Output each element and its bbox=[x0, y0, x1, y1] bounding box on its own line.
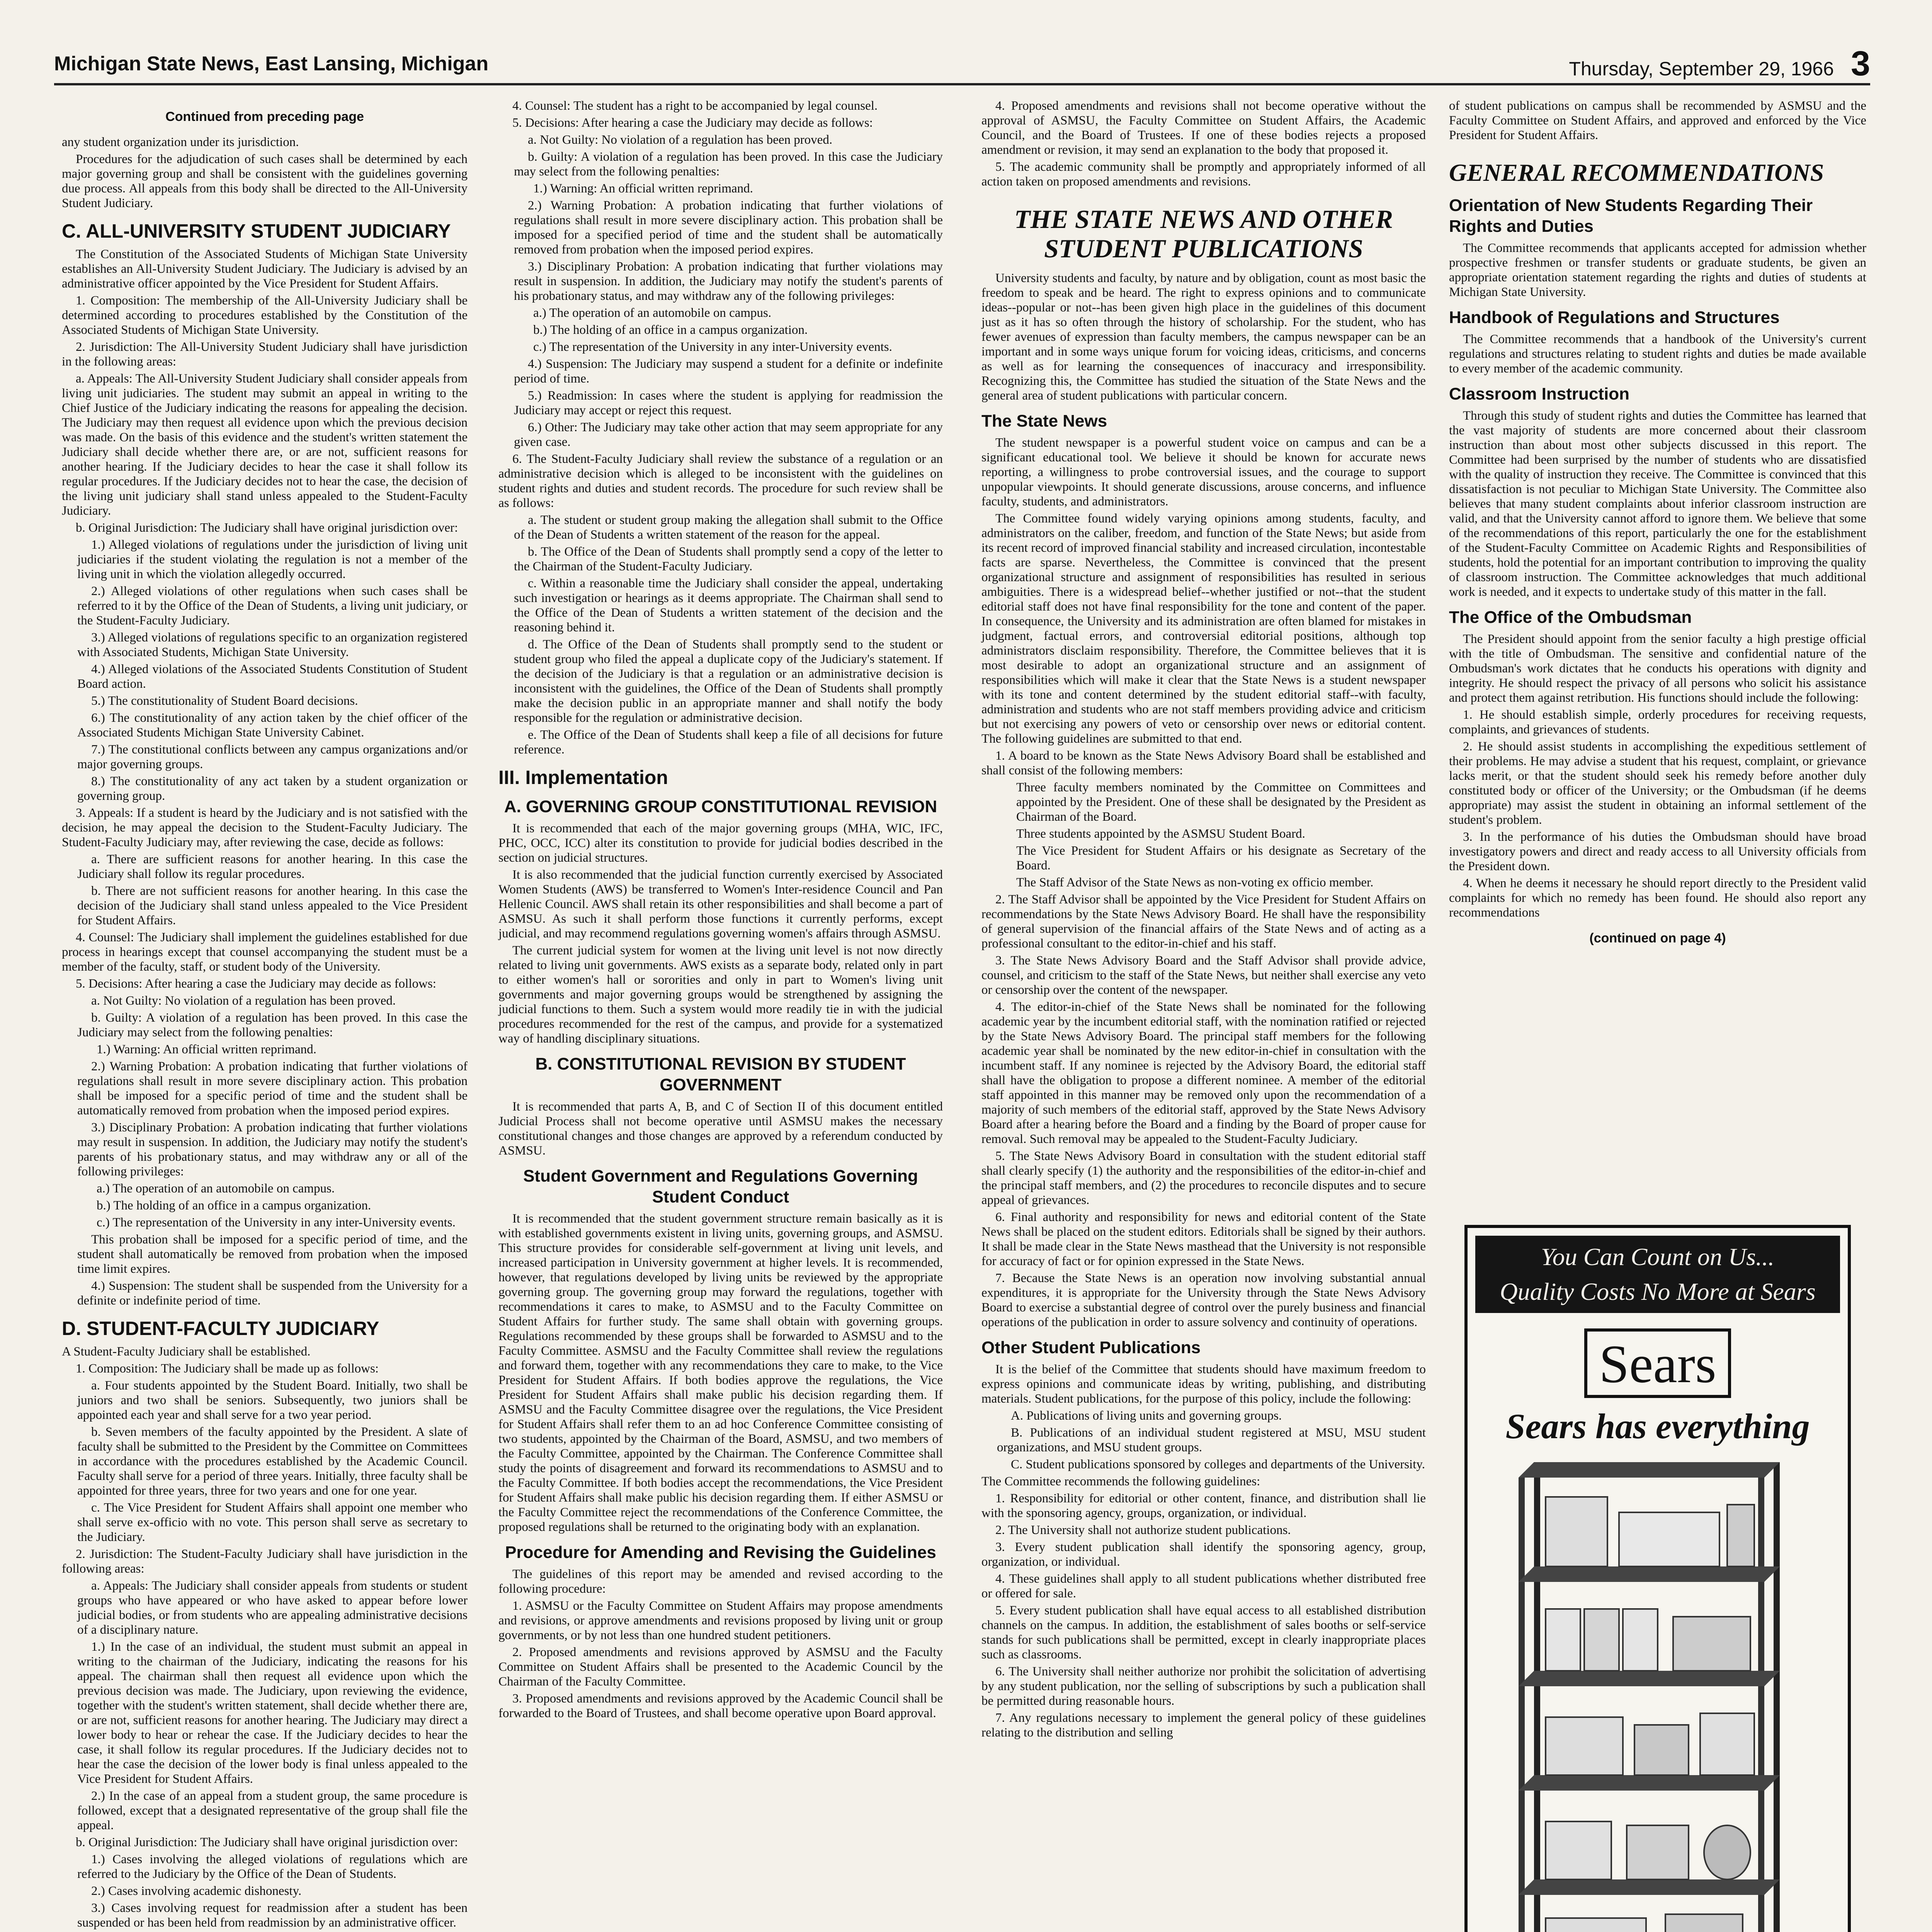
paragraph: University students and faculty, by nature and by obligation, count as most basic the freedom to speak and be heard. The right to express opinions and to communicate ideas--popular or not--has been given high place in the guidelines of this document just as it has so often through the history of scholarship. For the student, who has fewer avenues of expression than faculty members, the campus newspaper can be an important and in some ways unique forum for voicing ideas, criticisms, and concerns as well as for learning the consequences of inaccuracy and irresponsibility. Recognizing this, the Committee has studied the situation of the State News and the general area of student publications with particular concern. bbox=[981, 271, 1426, 403]
paragraph: 2. He should assist students in accomplishing the expeditious settlement of their problems. He may advise a student that his request, complaint, or grievance lacks merit, or that the student should seek his remedy before another duly constituted body or officer of the University; or the Ombudsman (if he deems appropriate) may assist the student in obtaining an informal settlement of the student's problem. bbox=[1449, 740, 1866, 827]
paragraph: b. Original Jurisdiction: The Judiciary shall have original jurisdiction over: bbox=[76, 521, 458, 535]
heading-the-state-news: The State News bbox=[981, 412, 1107, 430]
paragraph: The guidelines of this report may be amended and revised according to the following procedure: bbox=[498, 1567, 943, 1596]
paragraph: Three faculty members nominated by the Committee on Committees and appointed by the President. One of these shall be designated by the President as Chairman of the Board. bbox=[1016, 781, 1426, 824]
paragraph: C. Student publications sponsored by colleges and departments of the University. bbox=[1011, 1458, 1425, 1471]
paragraph: a. The student or student group making the allegation shall submit to the Office of the Dean of Students a written statement of the reason for the appeal. bbox=[514, 513, 943, 542]
paragraph: a. There are sufficient reasons for another hearing. In this case the Judiciary shall follow its regular procedures. bbox=[77, 852, 468, 881]
paragraph: c. Within a reasonable time the Judiciary shall consider the appeal, undertaking such investigation or hearings as it deems appropriate. The Chairman shall send to the Office of the Dean of Students a written statement of the decision and the reasoning behind it. bbox=[514, 577, 943, 634]
paragraph: 2. Jurisdiction: The All-University Student Judiciary shall have jurisdiction in the following areas: bbox=[62, 340, 468, 369]
paragraph: 3. Appeals: If a student is heard by the Judiciary and is not satisfied with the decision, he may appeal the decision to the Student-Faculty Judiciary. The Student-Faculty Judiciary may, after reviewing the case, decide as follows: bbox=[62, 806, 468, 849]
paragraph: 3.) Disciplinary Probation: A probation indicating that further violations may result in suspension. In addition, the Judiciary may notify the student's parents of his probationary status, and may withdraw any of the following privileges: bbox=[514, 260, 943, 303]
paragraph: d. The Office of the Dean of Students shall promptly send to the student or student group who filed the appeal a duplicate copy of the Judiciary's statement. If the decision of the Judiciary is that a regulation or an administrative decision is inconsistent with the guidelines, the Office of the Dean of Students shall promptly make the decision public in an appropriate manner and shall notify the body responsible for the regulation or administrative decision. bbox=[514, 638, 943, 725]
paragraph: 3.) Disciplinary Probation: A probation indicating that further violations may result in suspension. In addition, the Judiciary may notify the student's parents of his probationary status, and may withdraw any or all of the following privileges: bbox=[77, 1121, 468, 1179]
paragraph: b.) The holding of an office in a campus organization. bbox=[97, 1199, 371, 1213]
paragraph: 1.) Warning: An official written reprimand. bbox=[97, 1043, 316, 1056]
paragraph: c.) The representation of the University in any inter-University events. bbox=[533, 340, 892, 354]
paragraph: 4. These guidelines shall apply to all student publications whether distributed free or offered for sale. bbox=[981, 1572, 1426, 1600]
heading-implementation: III. Implementation bbox=[498, 767, 668, 788]
paragraph: It is recommended that parts A, B, and C of Section II of this document entitled Judicial Process shall not become operative until ASMSU makes the necessary constitutional changes and those changes are approved by a referendum conducted by ASMSU. bbox=[498, 1100, 943, 1158]
paragraph: of student publications on campus shall be recommended by ASMSU and the Faculty Committee on Student Affairs, and approved and enforced by the Vice President for Student Affairs. bbox=[1449, 99, 1866, 142]
paragraph: The student newspaper is a powerful student voice on campus and can be a significant educational tool. We believe it should be known for accurate news reporting, a willingness to probe controversial issues, and the courage to support unpopular viewpoints. It should generate discussions, arouse concerns, and influence faculty, students, and administrators. bbox=[981, 436, 1426, 509]
paragraph: The Committee recommends that a handbook of the University's current regulations and structures relating to student rights and duties be made available to every member of the academic community. bbox=[1449, 332, 1866, 376]
paragraph: 6. The University shall neither authorize nor prohibit the solicitation of advertising by any student publication, nor the selling of subscriptions by such a publication shall be permitted during reasonable hours. bbox=[981, 1665, 1426, 1708]
column-1 bbox=[62, 99, 468, 1932]
paragraph: It is the belief of the Committee that students should have maximum freedom to express opinions and communicate ideas by writing, publishing, and distributing materials. Student publications, for the purpose of this policy, include the following: bbox=[981, 1362, 1426, 1406]
heading-ombudsman: The Office of the Ombudsman bbox=[1449, 608, 1692, 627]
heading-student-faculty-judiciary: D. STUDENT-FACULTY JUDICIARY bbox=[62, 1318, 379, 1339]
paragraph: The Vice President for Student Affairs or his designate as Secretary of the Board. bbox=[1016, 844, 1426, 872]
paragraph: B. Publications of an individual student registered at MSU, MSU student organizations, and MSU student groups. bbox=[997, 1426, 1426, 1454]
paragraph: 1. Composition: The membership of the All-University Judiciary shall be determined according to procedures established by the Constitution of the Associated Students of Michigan State University. bbox=[62, 294, 468, 337]
heading-general-recommendations: GENERAL RECOMMENDATIONS bbox=[1449, 159, 1824, 186]
paragraph: 2.) Warning Probation: A probation indicating that further violations of regulations shall result in more severe disciplinary action. This probation shall be imposed for a specified period of time and the student shall be automatically removed from probation when the imposed period expires. bbox=[514, 199, 943, 257]
paragraph: The Staff Advisor of the State News as non-voting ex officio member. bbox=[1016, 876, 1374, 889]
paragraph: Procedures for the adjudication of such cases shall be determined by each major governing group and shall be consistent with the guidelines governing due process. All appeals from this body shall be directed to the All-University Student Judiciary. bbox=[62, 152, 468, 210]
ad-banner-line-1: You Can Count on Us... bbox=[1541, 1243, 1774, 1270]
paragraph: a. Appeals: The All-University Student Judiciary shall consider appeals from living unit judiciaries. The student may submit an appeal in writing to the Chief Justice of the Judiciary indicating the reasons for appealing the decision. The Judiciary may then request all evidence upon which the previous decision was made. On the basis of this evidence and the student's written statement the Judiciary shall decide whether there are, or are not, sufficient reasons for another hearing. If the Judiciary decides to hear the case it shall follow its regular procedures. If the Judiciary decides not to hear the case, the decision of the living unit judiciary shall stand unless appealed to the Student-Faculty Judiciary. bbox=[62, 372, 468, 518]
issue-date-wrap bbox=[1569, 44, 1870, 84]
paragraph: c.) The representation of the University in any inter-University events. bbox=[97, 1216, 456, 1230]
paragraph: 5. Decisions: After hearing a case the Judiciary may decide as follows: bbox=[76, 977, 436, 991]
paragraph: 6. The Student-Faculty Judiciary shall review the substance of a regulation or an administrative decision which is alleged to be inconsistent with the guidelines on student rights and duties and student records. The procedure for such review shall be as follows: bbox=[498, 452, 943, 510]
paragraph: 4. The editor-in-chief of the State News shall be nominated for the following academic year by the incumbent editorial staff, with the nomination ratified or rejected by the State News Advisory Board. The principal staff members for the following academic year shall be nominated by the new editor-in-chief in consultation with the incumbent staff. If any nominee is rejected by the Advisory Board, the editorial staff shall have the obligation to propose a different nominee. A member of the editorial staff appointed in this manner may be removed only upon the recommendation of a majority of such members of the editorial staff, approved by the State News Advisory Board after a hearing before the Board and a finding by the Board of proper cause for removal. Such removal may be appealed to the Student-Faculty Judiciary. bbox=[981, 1000, 1426, 1146]
paragraph: 6. Final authority and responsibility for news and editorial content of the State News shall be placed on the student editors. Editorials shall be signed by their authors. It shall be made clear in the State News masthead that the University is not responsible for accuracy of fact or for opinion expressed in the State News. bbox=[981, 1210, 1426, 1268]
paragraph: a. Appeals: The Judiciary shall consider appeals from students or student groups who have appeared or who have asked to appear before lower judicial bodies, or from students who are appealing administrative decisions of a disciplinary nature. bbox=[77, 1579, 468, 1637]
paragraph: 7. Any regulations necessary to implement the general policy of these guidelines relating to the distribution and selling bbox=[981, 1711, 1426, 1740]
paragraph: 4.) Suspension: The student shall be suspended from the University for a definite or indefinite period of time. bbox=[77, 1279, 468, 1308]
paragraph: 3. Proposed amendments and revisions approved by the Academic Council shall be forwarded to the Board of Trustees, and shall become operative upon Board approval. bbox=[498, 1692, 943, 1720]
paragraph: 2.) In the case of an appeal from a student group, the same procedure is followed, except that a designated representative of the group shall file the appeal. bbox=[77, 1789, 468, 1832]
issue-date: Thursday, September 29, 1966 bbox=[1569, 58, 1834, 80]
paragraph: c. The Vice President for Student Affairs shall appoint one member who shall serve ex-officio with no vote. This person shall serve as secretary to the Judiciary. bbox=[77, 1501, 468, 1544]
ad-banner-line-2: Quality Costs No More at Sears bbox=[1500, 1278, 1816, 1305]
masthead bbox=[54, 46, 1870, 81]
paragraph: 2.) Cases involving academic dishonesty. bbox=[91, 1884, 302, 1898]
paragraph: 3. In the performance of his duties the Ombudsman should have broad investigatory powers and direct and ready access to all University officials from the President down. bbox=[1449, 830, 1866, 873]
paragraph: 2. The Staff Advisor shall be appointed by the Vice President for Student Affairs on recommendations by the State News Advisory Board. He shall have the responsibility of general supervision of the financial affairs of the State News and of acting as a professional consultant to the editor-in-chief and his staff. bbox=[981, 893, 1426, 951]
paragraph: 7.) The constitutional conflicts between any campus organizations and/or major governing groups. bbox=[77, 743, 468, 771]
paragraph: 2.) Warning Probation: A probation indicating that further violations of regulations shall result in more severe disciplinary action. This probation shall be imposed for a specific period of time and the student shall be automatically removed from probation when the imposed period expires. bbox=[77, 1060, 468, 1117]
paragraph: b. Seven members of the faculty appointed by the President. A slate of faculty shall be submitted to the President by the Committee on Committees in accordance with the procedures established by the Academic Council. Faculty shall serve for a period of three years. Initially, three faculty shall be appointed for three years, three for two years and one for one year. bbox=[77, 1425, 468, 1498]
paragraph: 4. Proposed amendments and revisions shall not become operative without the approval of ASMSU, the Faculty Committee on Student Affairs, the Academic Council, and the Board of Trustees. If one of these bodies rejects a proposed amendment or revision, it may send an explanation to the body that proposed it. bbox=[981, 99, 1426, 157]
paragraph: 1. Responsibility for editorial or other content, finance, and distribution shall lie with the sponsoring agency, groups, organization, or individual. bbox=[981, 1492, 1426, 1520]
heading-constitutional-revision: B. CONSTITUTIONAL REVISION BY STUDENT GOVERNMENT bbox=[535, 1054, 906, 1094]
paragraph: The Committee recommends the following guidelines: bbox=[981, 1475, 1260, 1488]
paragraph: 4.) Alleged violations of the Associated Students Constitution of Student Board action. bbox=[77, 662, 468, 691]
paragraph: 1.) Alleged violations of regulations under the jurisdiction of living unit judiciaries if the student violating the regulation is not a member of the living unit in which the violation allegedly occurred. bbox=[77, 538, 468, 581]
paragraph: 1. Composition: The Judiciary shall be made up as follows: bbox=[76, 1362, 379, 1376]
paragraph: The President should appoint from the senior faculty a high prestige official with the title of Ombudsman. The sensitive and confidential nature of the Ombudsman's work dictates that he conducts his operations with dignity and integrity. He should respect the privacy of all persons who solicit his assistance and protect them against retribution. His functions should include the following: bbox=[1449, 632, 1866, 705]
heading-classroom-instruction: Classroom Instruction bbox=[1449, 384, 1629, 403]
paragraph: 5.) Readmission: In cases where the student is applying for readmission the Judiciary may accept or reject this request. bbox=[514, 389, 943, 417]
paragraph: b. The Office of the Dean of Students shall promptly send a copy of the letter to the Chairman of the Student-Faculty Judiciary. bbox=[514, 545, 943, 573]
paragraph: It is recommended that the student government structure remain basically as it is with established governments existent in living units, governing groups, and ASMSU. This structure provides for considerable self-government at living unit levels, and increased participation in University government at higher levels. It is recommended, however, that regulations developed by living units be reviewed by the appropriate governing group. The governing group may forward the regulations, together with recommendations it cares to make, to ASMSU and to the Faculty Committee on Student Affairs for further study. The same shall obtain with governing groups. Regulations recommended by these groups shall be forwarded to ASMSU and to the Faculty Committee. ASMSU and the Faculty Committee shall review the regulations and forward them, together with any recommendations they care to make, to the Vice President for Student Affairs. If both bodies approve the regulations, the Vice President for Student Affairs shall make public his decision regarding them. If ASMSU and the Faculty Committee disagree over the regulations, the Vice President for Student Affairs shall refer them to an ad hoc Conference Committee consisting of two students, appointed by the Chairman of the Board, ASMSU, and two members of the Faculty Committee, appointed by the Chairman. The Conference Committee shall study the points of disagreement and forward its recommendations to ASMSU and to the Faculty Committee. If both bodies accept the recommendations, the Vice President for Student Affairs shall make public his decision regarding them. If either ASMSU or the Faculty Committee reject the recommendations of the Conference Committee, the proposed regulations shall be returned to the originating body with an explanation. bbox=[498, 1212, 943, 1534]
paragraph: a. Four students appointed by the Student Board. Initially, two shall be juniors and two shall be seniors. Subsequently, two juniors shall be appointed each year and shall serve for a two year period. bbox=[77, 1379, 468, 1422]
column-4 bbox=[1449, 99, 1866, 956]
paragraph: 6.) The constitutionality of any action taken by the chief officer of the Associated Students Michigan State University Cabinet. bbox=[77, 711, 468, 740]
heading-state-news-publications: THE STATE NEWS AND OTHER STUDENT PUBLICATIONS bbox=[1014, 204, 1393, 263]
paper-name: Michigan State News, East Lansing, Michigan bbox=[54, 53, 488, 75]
sears-logo: Sears bbox=[1584, 1328, 1731, 1398]
paragraph: 1. He should establish simple, orderly procedures for receiving requests, complaints, and grievances of students. bbox=[1449, 708, 1866, 736]
paragraph: The Constitution of the Associated Students of Michigan State University establishes an All-University Student Judiciary. The Judiciary is advised by an administrative officer appointed by the Vice President for Student Affairs. bbox=[62, 247, 468, 291]
heading-governing-group-revision: A. GOVERNING GROUP CONSTITUTIONAL REVISION bbox=[504, 797, 937, 816]
paragraph: b. Original Jurisdiction: The Judiciary shall have original jurisdiction over: bbox=[76, 1835, 458, 1849]
paragraph: 5. The academic community shall be promptly and appropriately informed of all action taken on proposed amendments and revisions. bbox=[981, 160, 1426, 189]
paragraph: a. Not Guilty: No violation of a regulation has been proved. bbox=[528, 133, 833, 147]
paragraph: 4. Counsel: The Judiciary shall implement the guidelines established for due process in hearings except that counsel accompanying the student must be a member of the faculty, staff, or student body of the University. bbox=[62, 930, 468, 974]
heading-procedure-amending: Procedure for Amending and Revising the Guidelines bbox=[505, 1543, 936, 1562]
heading-all-university-judiciary: C. ALL-UNIVERSITY STUDENT JUDICIARY bbox=[62, 220, 451, 242]
ad-banner bbox=[1475, 1236, 1840, 1313]
paragraph: It is also recommended that the judicial function currently exercised by Associated Women Students (AWS) be transferred to Women's Inter-residence Council and Pan Hellenic Council. AWS shall retain its other responsibilities and shall become a part of ASMSU. As such it shall perform those functions it currently performs, except judicial, and may recommend regulations governing women's affairs through ASMSU. bbox=[498, 868, 943, 940]
paragraph: 5.) The constitutionality of Student Board decisions. bbox=[91, 694, 358, 708]
paragraph: 1.) Warning: An official written reprimand. bbox=[533, 182, 753, 196]
paragraph: a.) The operation of an automobile on campus. bbox=[97, 1182, 335, 1196]
shelving-icon bbox=[1511, 1454, 1804, 1932]
paragraph: It is recommended that each of the major governing groups (MHA, WIC, IFC, PHC, OCC, ICC) alter its constitution to provide for judicial bodies described in the section on judicial structures. bbox=[498, 821, 943, 865]
paragraph: 3.) Alleged violations of regulations specific to an organization registered with Associated Students, Michigan State University. bbox=[77, 631, 468, 659]
steel-shelving-illustration bbox=[1511, 1454, 1804, 1932]
ad-tagline: Sears has everything bbox=[1505, 1406, 1810, 1446]
paragraph: 6.) Other: The Judiciary may take other action that may seem appropriate for any given case. bbox=[514, 420, 943, 449]
masthead-rule bbox=[54, 83, 1870, 85]
paragraph: 4. Counsel: The student has a right to be accompanied by legal counsel. bbox=[512, 99, 878, 113]
heading-handbook: Handbook of Regulations and Structures bbox=[1449, 308, 1780, 327]
paragraph: 3. Every student publication shall identify the sponsoring agency, group, organization, or individual. bbox=[981, 1540, 1426, 1569]
column-2 bbox=[498, 99, 943, 1723]
column-3 bbox=[981, 99, 1426, 1742]
paragraph: 2. Proposed amendments and revisions approved by ASMSU and the Faculty Committee on Student Affairs shall be presented to the Academic Council by the Chairman of the Faculty Committee. bbox=[498, 1645, 943, 1689]
paragraph: b. There are not sufficient reasons for another hearing. In this case the decision of the Judiciary shall stand unless appealed to the Vice President for Student Affairs. bbox=[77, 884, 468, 927]
paragraph: 2. Jurisdiction: The Student-Faculty Judiciary shall have jurisdiction in the following areas: bbox=[62, 1547, 468, 1576]
paragraph: 1.) Cases involving the alleged violations of regulations which are referred to the Judiciary by the Office of the Dean of Students. bbox=[77, 1852, 468, 1881]
paragraph: 4. When he deems it necessary he should report directly to the President valid complaints for which no remedy has been found. He should also report any recommendations bbox=[1449, 876, 1866, 920]
paragraph: Through this study of student rights and duties the Committee has learned that the vast majority of students are more concerned about their classroom instruction than about most other subjects discussed in this report. The Committee had been surprised by the number of students who are dissatisfied with the quality of instruction they receive. The Committee is convinced that this dissatisfaction is not peculiar to Michigan State University. The Committee also believes that many student complaints about inferior classroom instruction are valid, and that the University cannot afford to ignore them. We believe that some of the recommendations of this report, particularly the one for the establishment of the Student-Faculty Committee on Academic Rights and Responsibilities of students, hold the potential for an important contribution to improving the quality of classroom instruction. The Committee acknowledges that much additional work is needed, and it expects to undertake study of this matter in the fall. bbox=[1449, 409, 1866, 599]
paragraph: 2.) Alleged violations of other regulations when such cases shall be referred to it by the Office of the Dean of Students, a living unit judiciary, or the Student-Faculty Judiciary. bbox=[77, 584, 468, 628]
paragraph: This probation shall be imposed for a specific period of time, and the student shall automatically be removed from probation when the imposed time limit expires. bbox=[77, 1233, 468, 1276]
paragraph: The Committee recommends that applicants accepted for admission whether prospective freshmen or transfer students or graduate students, be given an appropriate orientation statement regarding the rights and duties of students at Michigan State University. bbox=[1449, 241, 1866, 299]
paragraph: 3. The State News Advisory Board and the Staff Advisor shall provide advice, counsel, and criticism to the staff of the State News, but neither shall exercise any veto or censorship over the content of the newspaper. bbox=[981, 954, 1426, 997]
paragraph: 5. Decisions: After hearing a case the Judiciary may decide as follows: bbox=[512, 116, 873, 130]
paragraph: e. The Office of the Dean of Students shall keep a file of all decisions for future reference. bbox=[514, 728, 943, 757]
paragraph: A. Publications of living units and governing groups. bbox=[1011, 1409, 1282, 1423]
paragraph: 7. Because the State News is an operation now involving substantial annual expenditures, it is appropriate for the University through the State News Advisory Board to exercise a substantial degree of control over the purely business and financial operations of the publication in order to assure solvency and continuity of operations. bbox=[981, 1271, 1426, 1329]
paragraph: 5. Every student publication shall have equal access to all established distribution channels on the campus. In addition, the establishment of sales booths or self-service stands for such publications shall be permitted, except in clearly inappropriate places such as classrooms. bbox=[981, 1604, 1426, 1662]
heading-other-publications: Other Student Publications bbox=[981, 1338, 1201, 1357]
paragraph: Three students appointed by the ASMSU Student Board. bbox=[1016, 827, 1305, 841]
paragraph: b. Guilty: A violation of a regulation has been proved. In this case the Judiciary may select from the following penalties: bbox=[77, 1011, 468, 1039]
paragraph: 3.) Cases involving request for readmission after a student has been suspended or has been held from readmission by an administrative officer. bbox=[77, 1901, 468, 1930]
paragraph: The Committee found widely varying opinions among students, faculty, and administrators on the caliber, freedom, and function of the State News; but aside from its recent record of improved financial stability and increased circulation, incontestable facts are sparse. Nevertheless, the Committee is convinced that the present organizational structure and assignment of responsibilities has resulted in serious ambiguities. There is a widespread belief--whether justified or not--that the student editorial staff does not have final responsibility for the tone and content of the paper. In consequence, the University and its administration are often blamed for mistakes in judgment, factual errors, and controversial editorial positions, although top administrators disclaim responsibility. Therefore, the Committee believes that it is most desirable to adopt an organizational structure and an assignment of responsibilities which will make it clear that the State News is a student newspaper with its tone and content determined by the student editorial staff--with faculty, administration and students who are not staff members providing advice and criticism but not exercising any powers of veto or censorship over news or editorial content. The following guidelines are submitted to that end. bbox=[981, 512, 1426, 746]
paragraph: 8.) The constitutionality of any act taken by a student organization or governing group. bbox=[77, 774, 468, 803]
sears-advertisement bbox=[1464, 1225, 1851, 1932]
page-number: 3 bbox=[1850, 44, 1870, 83]
continued-from: Continued from preceding page bbox=[165, 109, 364, 124]
heading-orientation: Orientation of New Students Regarding Their Rights and Duties bbox=[1449, 196, 1813, 236]
paragraph: The current judicial system for women at the living unit level is not now directly related to living unit governments. AWS exists as a separate body, related only in part to either women's hall or sororities and only in part to Women's living unit governments and major governing groups would be strengthened by assigning the judicial functions to them. Such a system would more readily tie in with the judicial procedures recommended for the rest of the campus, and provide for a systematized way of handling disciplinary situations. bbox=[498, 944, 943, 1046]
paragraph: b.) The holding of an office in a campus organization. bbox=[533, 323, 808, 337]
paragraph: 1. ASMSU or the Faculty Committee on Student Affairs may propose amendments and revisions, or approve amendments and revisions proposed by living unit or group governments, or by not less than one hundred student petitioners. bbox=[498, 1599, 943, 1642]
paragraph: 2. The University shall not authorize student publications. bbox=[995, 1523, 1291, 1537]
paragraph: A Student-Faculty Judiciary shall be established. bbox=[62, 1345, 311, 1359]
paragraph: any student organization under its jurisdiction. bbox=[62, 135, 299, 149]
paragraph: 1. A board to be known as the State News Advisory Board shall be established and shall consist of the following members: bbox=[981, 749, 1426, 777]
paragraph: 1.) In the case of an individual, the student must submit an appeal in writing to the chairman of the Judiciary, indicating the reasons for his appeal. The chairman shall then request all evidence upon which the previous decision was made. The Judiciary, upon reviewing the evidence, together with the student's written statement, shall decide whether there are, or are not, sufficient reasons for another hearing. The Judiciary may direct a lower body to hear or rehear the case. If the Judiciary decides to hear the case, it shall follow its regular procedures. If the Judiciary decides not to hear the case the decision of the lower body is final unless appealed to the Vice President for Student Affairs. bbox=[77, 1640, 468, 1786]
paragraph: b. Guilty: A violation of a regulation has been proved. In this case the Judiciary may select from the following penalties: bbox=[514, 150, 943, 179]
paragraph: 5. The State News Advisory Board in consultation with the student editorial staff shall clearly specify (1) the authority and the responsibilities of the editor-in-chief and the principal staff members, and (2) the procedures to reconcile disputes and to secure appeal of grievances. bbox=[981, 1149, 1426, 1207]
paragraph: a. Not Guilty: No violation of a regulation has been proved. bbox=[91, 994, 396, 1008]
continued-on: (continued on page 4) bbox=[1589, 931, 1726, 946]
paragraph: a.) The operation of an automobile on campus. bbox=[533, 306, 772, 320]
paragraph: 4.) Suspension: The Judiciary may suspend a student for a definite or indefinite period of time. bbox=[514, 357, 943, 386]
heading-student-government: Student Government and Regulations Governing Student Conduct bbox=[523, 1167, 918, 1206]
